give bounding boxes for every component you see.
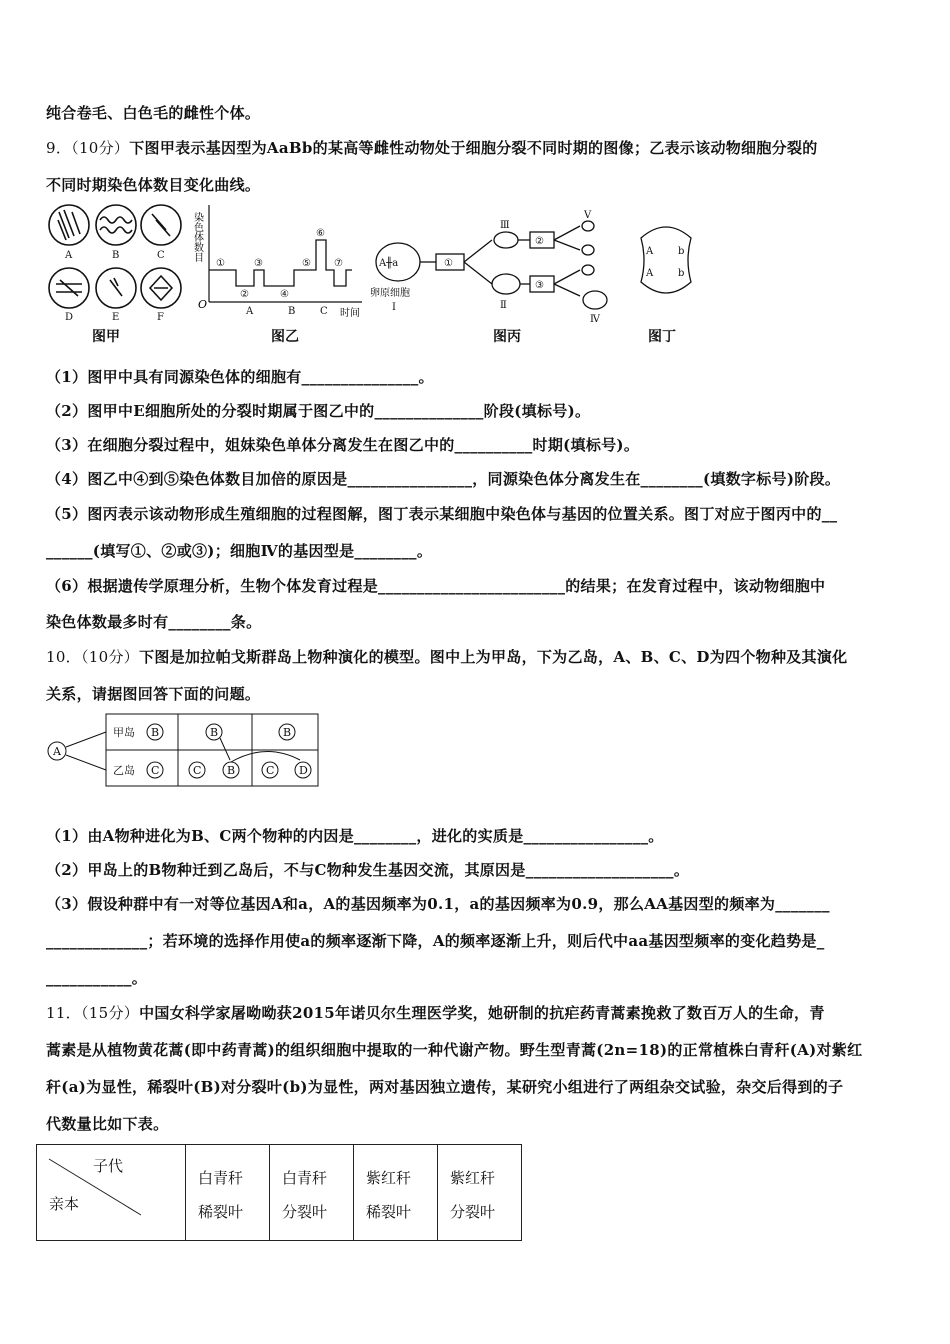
chromosome-curve bbox=[209, 240, 352, 286]
chromosomes bbox=[110, 278, 122, 296]
cell-label: E bbox=[112, 312, 120, 323]
text-line: 代数量比如下表。 bbox=[46, 1115, 169, 1133]
roman-label: Ⅲ bbox=[500, 220, 510, 231]
sub-question: （2）图甲中E细胞所处的分裂时期属于图乙中的______________阶段(填标号)。 bbox=[46, 402, 591, 420]
header-line: 紫红秆 bbox=[366, 1169, 412, 1187]
text-line: 秆(a)为显性，稀裂叶(B)对分裂叶(b)为显性，两对基因独立遗传，某研究小组进行了两组杂交试验，杂交后得到的子 bbox=[46, 1078, 844, 1096]
chromosomes bbox=[58, 210, 80, 240]
figure-bing bbox=[376, 221, 607, 309]
corner-cell bbox=[37, 1145, 186, 1241]
polar-body bbox=[582, 245, 594, 255]
header-line: 稀裂叶 bbox=[198, 1203, 244, 1221]
sub-question: （3）在细胞分裂过程中，姐妹染色单体分离发生在图乙中的__________时期(填标号)。 bbox=[46, 436, 640, 454]
gene-label: A bbox=[646, 268, 654, 279]
chromosomes bbox=[100, 217, 132, 233]
axis-letter: B bbox=[288, 306, 296, 317]
stage-label: ③ bbox=[254, 258, 263, 269]
cross-results-table bbox=[36, 1144, 522, 1241]
polar-body bbox=[582, 221, 594, 231]
chromosomes bbox=[150, 276, 172, 300]
figure-ding bbox=[641, 227, 691, 293]
arrow bbox=[554, 226, 580, 296]
sub-question: （1）由A物种进化为B、C两个物种的内因是________，进化的实质是________________。 bbox=[46, 827, 664, 845]
y-axis-label: 染色体数目 bbox=[191, 212, 203, 262]
sub-question: （2）甲岛上的B物种迁到乙岛后，不与C物种发生基因交流，其原因是___________________。 bbox=[46, 861, 690, 879]
text-line: 不同时期染色体数目变化曲线。 bbox=[46, 176, 261, 194]
stage-label: ④ bbox=[280, 289, 289, 300]
cell-label: C bbox=[157, 250, 165, 261]
sub-question: 染色体数最多时有________条。 bbox=[46, 613, 262, 631]
cell-b bbox=[96, 205, 136, 245]
corner-bottom-label: 亲本 bbox=[49, 1195, 80, 1213]
text-line: 蒿素是从植物黄花蒿(即中药青蒿)的组织细胞中提取的一种代谢产物。野生型青蒿(2n=18)的正常植株白青秆(A)对紫红 bbox=[46, 1041, 863, 1059]
question-text: 下图甲表示基因型为AaBb的某高等雌性动物处于细胞分裂不同时期的图像；乙表示该动物细胞分裂的 bbox=[129, 139, 818, 157]
figure-caption: 图乙 bbox=[271, 329, 299, 345]
species-label: B bbox=[210, 726, 219, 739]
sub-question: （3）假设种群中有一对等位基因A和a，A的基因频率为0.1，a的基因频率为0.9，那么AA基因型的频率为_______ bbox=[46, 895, 830, 913]
question-number: 9．（10分） bbox=[46, 139, 130, 157]
q9-figures bbox=[44, 200, 704, 350]
cell-label: A bbox=[65, 250, 73, 261]
species-label: D bbox=[299, 764, 308, 777]
gene-label: b bbox=[678, 268, 685, 279]
question-11-stem bbox=[46, 1002, 825, 1023]
island-label: 甲岛 bbox=[113, 726, 135, 739]
table-header-cell bbox=[354, 1145, 438, 1241]
question-9-stem bbox=[46, 137, 818, 158]
species-label: B bbox=[151, 726, 160, 739]
question-text: 中国女科学家屠呦呦获2015年诺贝尔生理医学奖，她研制的抗疟药青蒿素挽救了数百万人的生命，青 bbox=[139, 1004, 825, 1022]
table-header-cell bbox=[186, 1145, 270, 1241]
cell-label: B bbox=[112, 250, 120, 261]
gene-label: b bbox=[678, 246, 685, 257]
origin-label: O bbox=[198, 298, 208, 311]
species-label: B bbox=[227, 764, 236, 777]
roman-label: Ⅱ bbox=[500, 300, 507, 311]
table-header-cell bbox=[438, 1145, 522, 1241]
arrow bbox=[231, 751, 300, 762]
header-line: 分裂叶 bbox=[282, 1203, 328, 1221]
egg-cell bbox=[583, 291, 607, 309]
gene-label: A╫a bbox=[379, 258, 399, 269]
sub-question: ___________。 bbox=[46, 969, 148, 987]
chromosomes bbox=[152, 214, 170, 236]
cell-ii bbox=[492, 274, 520, 294]
header-line: 分裂叶 bbox=[450, 1203, 496, 1221]
cell-label: F bbox=[157, 312, 164, 323]
sub-question: （4）图乙中④到⑤染色体数目加倍的原因是________________，同源染色体分离发生在________(填数字标号)阶段。 bbox=[46, 470, 841, 488]
box-label: ① bbox=[444, 258, 453, 269]
species-label: A bbox=[53, 745, 61, 758]
box-label: ③ bbox=[535, 280, 544, 291]
x-axis-label: 时间 bbox=[340, 308, 360, 319]
axis-letter: A bbox=[246, 306, 254, 317]
sub-question: （1）图甲中具有同源染色体的细胞有_______________。 bbox=[46, 368, 434, 386]
island-label: 乙岛 bbox=[113, 764, 135, 777]
chromosomes bbox=[56, 280, 82, 296]
stage-label: ② bbox=[240, 289, 249, 300]
question-10-stem bbox=[46, 646, 847, 667]
species-label: C bbox=[151, 764, 160, 777]
box-label: ② bbox=[535, 236, 544, 247]
species-label: C bbox=[266, 764, 275, 777]
figure-yi bbox=[192, 205, 363, 319]
sub-question: （5）图丙表示该动物形成生殖细胞的过程图解，图丁表示某细胞中染色体与基因的位置关系。图丁对应于图丙中的__ bbox=[46, 505, 838, 523]
gene-label: A bbox=[646, 246, 654, 257]
arrow bbox=[66, 732, 106, 770]
corner-top-label: 子代 bbox=[93, 1157, 124, 1175]
stage-label: ① bbox=[216, 258, 225, 269]
dividing-cell bbox=[641, 227, 691, 293]
roman-label: Ⅴ bbox=[584, 210, 592, 221]
question-number: 10．（10分） bbox=[46, 648, 140, 666]
roman-label: Ⅳ bbox=[590, 314, 600, 325]
table-row bbox=[37, 1145, 522, 1241]
cell-iii bbox=[494, 232, 518, 248]
sub-question: _____________；若环境的选择作用使a的频率逐渐下降，A的频率逐渐上升，则后代中aa基因型频率的变化趋势是_ bbox=[46, 932, 825, 950]
species-label: B bbox=[283, 726, 292, 739]
text-line: 纯合卷毛、白色毛的雌性个体。 bbox=[46, 104, 261, 122]
sub-question: ______(填写①、②或③)；细胞Ⅳ的基因型是________。 bbox=[46, 542, 433, 560]
stage-label: ⑦ bbox=[334, 258, 343, 269]
start-cell-label: 卵原细胞 bbox=[370, 288, 410, 299]
stage-label: ⑥ bbox=[316, 228, 325, 239]
figure-caption: 图甲 bbox=[92, 329, 120, 345]
cell-label: D bbox=[65, 312, 74, 323]
header-line: 白青秆 bbox=[282, 1169, 328, 1187]
axis-letter: C bbox=[320, 306, 328, 317]
roman-label: Ⅰ bbox=[392, 302, 396, 313]
question-number: 11．（15分） bbox=[46, 1004, 140, 1022]
header-line: 稀裂叶 bbox=[366, 1203, 412, 1221]
sub-question: （6）根据遗传学原理分析，生物个体发育过程是________________________的结果；在发育过程中，该动物细胞中 bbox=[46, 577, 826, 595]
arrow bbox=[220, 738, 230, 760]
header-line: 紫红秆 bbox=[450, 1169, 496, 1187]
polar-body bbox=[582, 265, 594, 275]
header-line: 白青秆 bbox=[198, 1169, 244, 1187]
evolution-diagram bbox=[44, 712, 324, 790]
figure-caption: 图丁 bbox=[648, 329, 676, 345]
species-label: C bbox=[193, 764, 202, 777]
text-line: 关系，请据图回答下面的问题。 bbox=[46, 685, 261, 703]
question-text: 下图是加拉帕戈斯群岛上物种演化的模型。图中上为甲岛，下为乙岛，A、B、C、D为四个物种及其演化 bbox=[139, 648, 848, 666]
stage-label: ⑤ bbox=[302, 258, 311, 269]
table-header-cell bbox=[270, 1145, 354, 1241]
arrow bbox=[464, 240, 492, 284]
figure-caption: 图丙 bbox=[493, 329, 521, 345]
